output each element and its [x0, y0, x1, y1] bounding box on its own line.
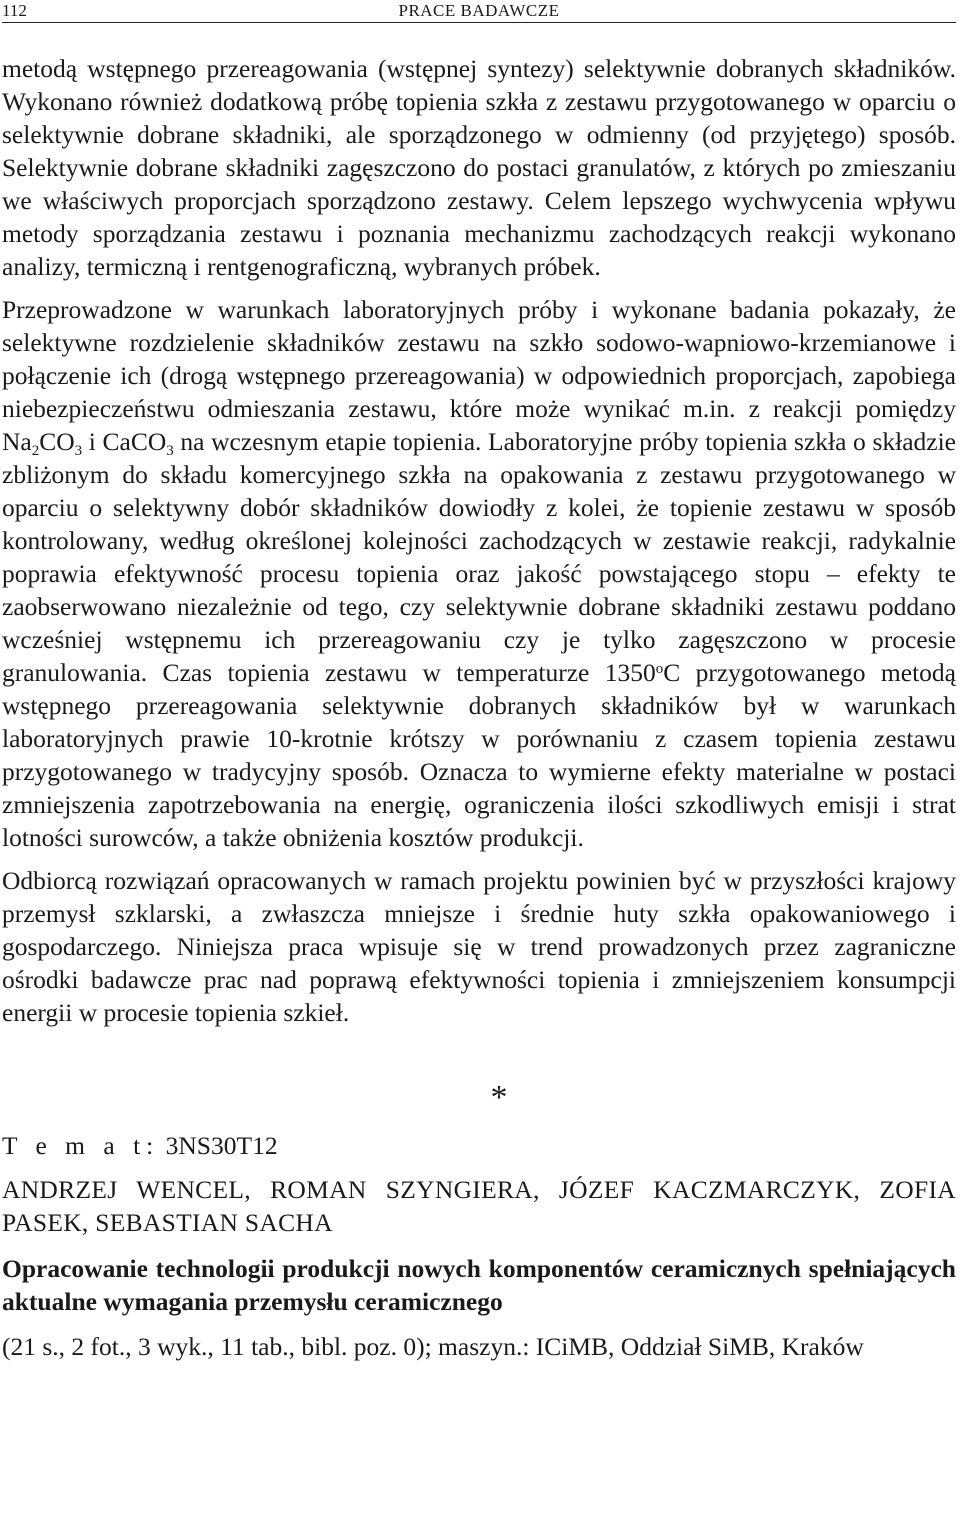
journal-title: PRACE BADAWCZE: [398, 1, 560, 20]
paragraph-1: metodą wstępnego przereagowania (wstępnej syntezy) selektywnie dobranych składników. Wykonano również dodatkową próbę topienia szkła z zestawu przygotowanego w oparciu o selektywnie dobrane składniki, ale sporządzonego w odmienny (od przyjętego) sposób. Selektywnie dobrane składniki zagęszczono do postaci granulatów, z których po zmieszaniu we właściwych proporcjach sporządzono zestawy. Celem lepszego wychwycenia wpływu metody sporządzania zestawu i poznania mechanizmu zachodzących reakcji wykonano analizy, termiczną i rentgenograficzną, wybranych próbek.: [2, 54, 956, 281]
paragraph-2-part-a: Przeprowadzone w warunkach laboratoryjnych próby i wykonane badania pokazały, że selektywne rozdzielenie składników zestawu na szkło sodowo-wapniowo-krzemianowe i połączenie ich (drogą wstępnego przereagowania) w odpowiednich proporcjach, zapobiega niebezpieczeństwu odmieszania zestawu, które może wynikać m.in. z reakcji pomiędzy Na: [2, 295, 956, 456]
paragraph-2-part-c: i CaCO: [82, 427, 167, 456]
paragraph-2-part-d: na wczesnym etapie topienia. Laboratoryjne próby topienia szkła o składzie zbliżonym do składu komercyjnego szkła na opakowania z zestawu przygotowanego w oparciu o selektywny dobór składników dowiodły z kolei, że topienie zestawu w sposób kontrolowany, według określonej kolejności zachodzących w zestawie reakcji, radykalnie poprawia efektywność procesu topienia oraz jakość powstającego stopu – efekty te zaobserwowano niezależnie od tego, czy selektywnie dobrane składniki zestawu poddano wcześniej wstępnemu ich przereagowaniu czy je tylko zagęszczono w procesie granulowania. Czas topienia zestawu w temperaturze 1350: [2, 427, 956, 687]
bibliographic-details: (21 s., 2 fot., 3 wyk., 11 tab., bibl. poz. 0); maszyn.: ICiMB, Oddział SiMB, Kraków: [2, 1332, 864, 1361]
degree-superscript: o: [655, 661, 664, 677]
work-title: Opracowanie technologii produkcji nowych komponentów ceramicznych spełniających aktualne wymagania przemysłu ceramicznego: [2, 1254, 956, 1316]
subscript-3-second: 3: [166, 443, 174, 459]
running-header: [2, 0, 956, 23]
asterisk-separator: *: [490, 1079, 508, 1116]
paragraph-2-part-e: C przygotowanego metodą wstępnego przereagowania selektywnie dobranych składników był w warunkach laboratoryjnych prawie 10-krotnie krótszy w porównaniu z czasem topienia zestawu przygotowanego w tradycyjny sposób. Oznacza to wymierne efekty materialne w postaci zmniejszenia zapotrzebowania na energię, ograniczenia ilości szkodliwych emisji i strat lotności surowców, a także obniżenia kosztów produkcji.: [2, 658, 956, 852]
authors: ANDRZEJ WENCEL, ROMAN SZYNGIERA, JÓZEF KACZMARCZYK, ZOFIA PASEK, SEBASTIAN SACHA: [2, 1175, 956, 1237]
topic-label: T e m a t:: [2, 1131, 160, 1160]
paragraph-2-part-b: CO: [39, 427, 75, 456]
paragraph-2: [2, 293, 956, 854]
topic-code: 3NS30T12: [165, 1131, 278, 1160]
body-text: [2, 52, 956, 1029]
page-number: 112: [2, 1, 27, 20]
paragraph-3: Odbiorcą rozwiązań opracowanych w ramach projektu powinien być w przyszłości krajowy przemysł szklarski, a zwłaszcza mniejsze i średnie huty szkła opakowaniowego i gospodarczego. Niniejsza praca wpisuje się w trend prowadzonych przez zagraniczne ośrodki badawcze prac nad poprawą efektywności topienia i zmniejszeniem konsumpcji energii w procesie topienia szkieł.: [2, 866, 956, 1027]
subscript-2: 2: [31, 443, 40, 459]
subscript-3: 3: [74, 443, 83, 459]
topic-line: [2, 1129, 956, 1162]
